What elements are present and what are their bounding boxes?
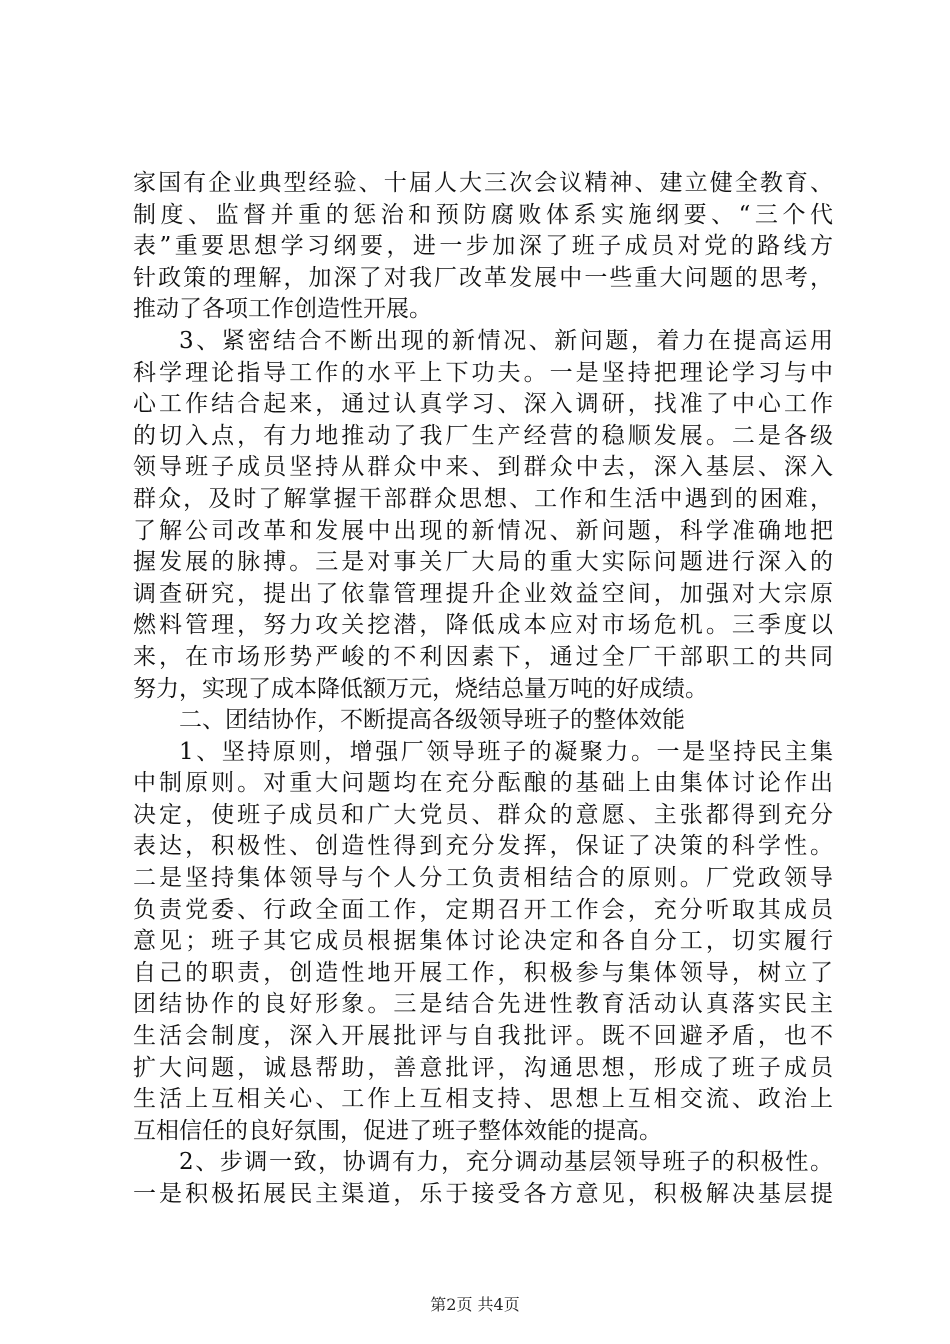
text-line: 握发展的脉搏。三是对事关厂大局的重大实际问题进行深入的 — [133, 549, 833, 576]
text-line: 推动了各项工作创造性开展。 — [133, 296, 432, 323]
body-text — [133, 168, 833, 1211]
text-line: 1、坚持原则，增强厂领导班子的凝聚力。一是坚持民主集 — [179, 738, 833, 765]
text-line: 二、团结协作，不断提高各级领导班子的整体效能 — [179, 707, 685, 734]
text-line: 家国有企业典型经验、十届人大三次会议精神、建立健全教育、 — [133, 170, 833, 196]
text-line: 燃料管理，努力攻关挖潜，降低成本应对市场危机。三季度以 — [133, 612, 833, 639]
text-line: 的切入点，有力地推动了我厂生产经营的稳顺发展。二是各级 — [133, 422, 833, 449]
text-line: 决定，使班子成员和广大党员、群众的意愿、主张都得到充分 — [133, 801, 833, 828]
text-line: 自己的职责，创造性地开展工作，积极参与集体领导，树立了 — [133, 959, 833, 986]
text-line: 二是坚持集体领导与个人分工负责相结合的原则。厂党政领导 — [133, 865, 833, 892]
text-line: 群众，及时了解掌握干部群众思想、工作和生活中遇到的困难， — [133, 485, 833, 512]
text-line: 互相信任的良好氛围，促进了班子整体效能的提高。 — [133, 1117, 662, 1144]
text-line: 中制原则。对重大问题均在充分酝酿的基础上由集体讨论作出 — [133, 770, 833, 797]
text-line: 领导班子成员坚持从群众中来、到群众中去，深入基层、深入 — [133, 454, 833, 481]
text-line: 生活上互相关心、工作上互相支持、思想上互相交流、政治上 — [133, 1086, 833, 1113]
text-line: 制度、监督并重的惩治和预防腐败体系实施纲要、“三个代 — [133, 201, 833, 228]
text-line: 生活会制度，深入开展批评与自我批评。既不回避矛盾，也不 — [133, 1023, 833, 1050]
text-line: 意见；班子其它成员根据集体讨论决定和各自分工，切实履行 — [133, 928, 833, 955]
text-line: 扩大问题，诚恳帮助，善意批评，沟通思想，形成了班子成员 — [133, 1054, 833, 1081]
page-footer: 第2页 共4页 — [430, 1295, 520, 1314]
text-line: 了解公司改革和发展中出现的新情况、新问题，科学准确地把 — [133, 517, 833, 544]
text-line: 调查研究，提出了依靠管理提升企业效益空间，加强对大宗原 — [133, 580, 833, 607]
text-line: 表”重要思想学习纲要，进一步加深了班子成员对党的路线方 — [133, 233, 833, 260]
text-line: 2、步调一致，协调有力，充分调动基层领导班子的积极性。 — [179, 1149, 833, 1176]
text-line: 心工作结合起来，通过认真学习、深入调研，找准了中心工作 — [133, 391, 833, 418]
text-line: 一是积极拓展民主渠道，乐于接受各方意见，积极解决基层提 — [133, 1181, 833, 1207]
text-line: 团结协作的良好形象。三是结合先进性教育活动认真落实民主 — [133, 991, 833, 1018]
text-line: 3、紧密结合不断出现的新情况、新问题，着力在提高运用 — [179, 327, 833, 354]
text-line: 负责党委、行政全面工作，定期召开工作会，充分听取其成员 — [133, 896, 833, 923]
text-line: 来，在市场形势严峻的不利因素下，通过全厂干部职工的共同 — [133, 643, 833, 670]
text-line: 科学理论指导工作的水平上下功夫。一是坚持把理论学习与中 — [133, 359, 833, 386]
text-line: 努力，实现了成本降低额万元，烧结总量万吨的好成绩。 — [133, 675, 708, 702]
text-line: 针政策的理解，加深了对我厂改革发展中一些重大问题的思考， — [133, 264, 833, 291]
text-line: 表达，积极性、创造性得到充分发挥，保证了决策的科学性。 — [133, 833, 833, 860]
